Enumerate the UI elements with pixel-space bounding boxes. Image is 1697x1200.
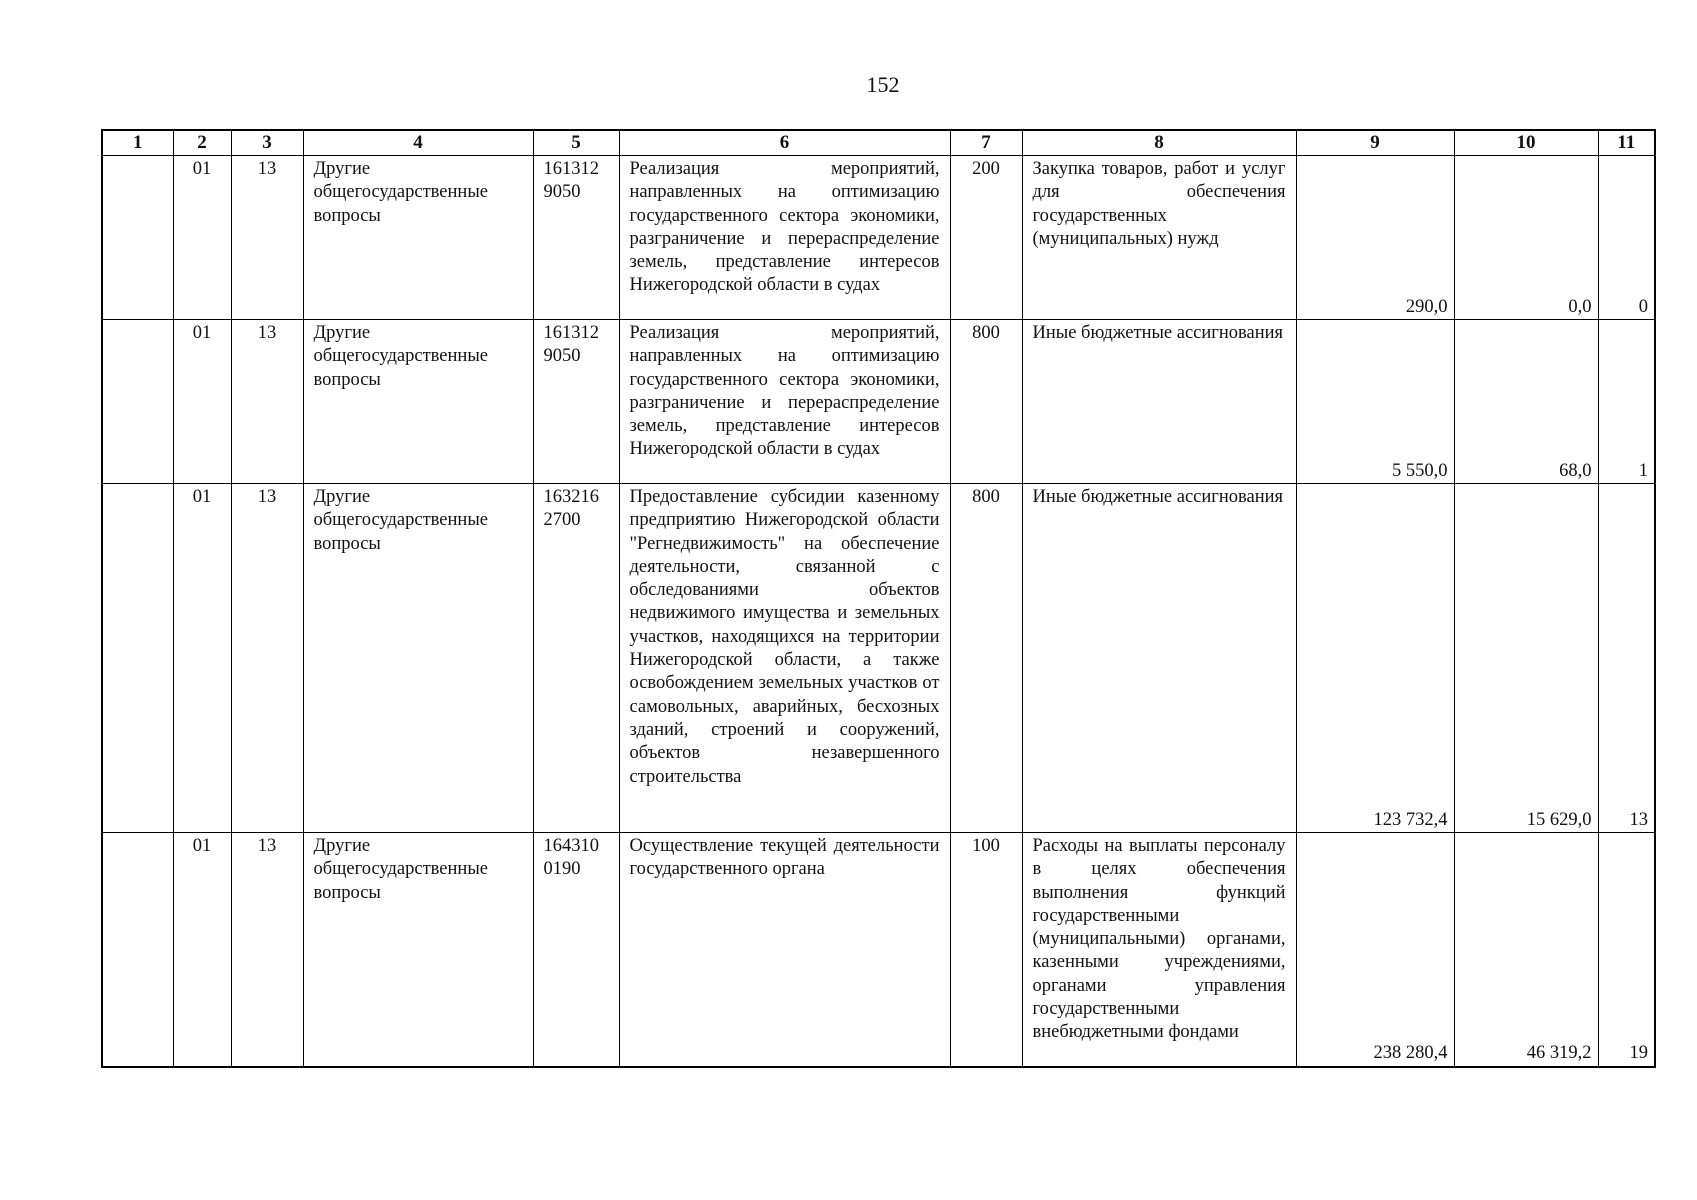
cell-subsection: 13: [231, 156, 303, 320]
cell-expense-type-code: 800: [950, 484, 1022, 833]
cell-expense-type-name: Расходы на выплаты персоналу в целях обеспечения выполнения функций государственными (муниципальными) органами, казенными учреждениями, органами управления государственными внебюджетными фондами: [1022, 833, 1296, 1067]
cell-expense-type-code: 800: [950, 320, 1022, 484]
cell-col1: [102, 156, 173, 320]
cell-amount-col10: 68,0: [1454, 320, 1598, 484]
target-code-part1: 164310: [543, 836, 599, 856]
col-header-10: 10: [1454, 130, 1598, 156]
cell-amount-col9: 5 550,0: [1296, 320, 1454, 484]
cell-amount-col11: 0: [1598, 156, 1655, 320]
cell-subsection: 13: [231, 484, 303, 833]
page-number: 152: [866, 72, 900, 97]
cell-amount-col11: 19: [1598, 833, 1655, 1067]
cell-target-code: [533, 484, 619, 833]
col-header-8: 8: [1022, 130, 1296, 156]
cell-col1: [102, 320, 173, 484]
cell-amount-col11: 1: [1598, 320, 1655, 484]
cell-target-code: [533, 833, 619, 1067]
cell-section: 01: [173, 484, 231, 833]
cell-target-code: [533, 156, 619, 320]
table-row: [102, 484, 1655, 833]
col-header-7: 7: [950, 130, 1022, 156]
target-code-part2: 9050: [543, 182, 581, 203]
cell-amount-col10: 15 629,0: [1454, 484, 1598, 833]
col-header-3: 3: [231, 130, 303, 156]
target-code-part2: 9050: [543, 346, 581, 367]
cell-expense-type-code: 200: [950, 156, 1022, 320]
target-code-part1: 161312: [543, 159, 599, 179]
cell-target-description: Предоставление субсидии казенному предприятию Нижегородской области "Регнедвижимость" на обеспечение деятельности, связанной с обследованиями объектов недвижимого имущества и земельных участков, находящихся на территории Нижегородской области, а также освобождением земельных участков от самовольных, аварийных, бесхозных зданий, строений и сооружений, объектов незавершенного строительства: [619, 484, 950, 833]
table-row: [102, 320, 1655, 484]
col-header-9: 9: [1296, 130, 1454, 156]
target-code-part1: 161312: [543, 323, 599, 343]
cell-col1: [102, 833, 173, 1067]
col-header-6: 6: [619, 130, 950, 156]
cell-expense-type-code: 100: [950, 833, 1022, 1067]
target-code-part1: 163216: [543, 487, 599, 507]
cell-section: 01: [173, 156, 231, 320]
cell-section: 01: [173, 833, 231, 1067]
col-header-11: 11: [1598, 130, 1655, 156]
col-header-5: 5: [533, 130, 619, 156]
cell-target-description: Реализация мероприятий, направленных на оптимизацию государственного сектора экономики, разграничение и перераспределение земель, представление интересов Нижегородской области в судах: [619, 320, 950, 484]
cell-amount-col9: 290,0: [1296, 156, 1454, 320]
cell-expense-type-name: Закупка товаров, работ и услуг для обеспечения государственных (муниципальных) нужд: [1022, 156, 1296, 320]
cell-amount-col11: 13: [1598, 484, 1655, 833]
col-header-1: 1: [102, 130, 173, 156]
cell-section: 01: [173, 320, 231, 484]
col-header-4: 4: [303, 130, 533, 156]
target-code-part2: 0190: [543, 859, 581, 880]
cell-target-description: Реализация мероприятий, направленных на оптимизацию государственного сектора экономики, разграничение и перераспределение земель, представление интересов Нижегородской области в судах: [619, 156, 950, 320]
cell-section-name: Другие общегосударственные вопросы: [303, 156, 533, 320]
cell-expense-type-name: Иные бюджетные ассигнования: [1022, 320, 1296, 484]
budget-table: [101, 129, 1656, 1068]
table-header-row: [102, 130, 1655, 156]
cell-subsection: 13: [231, 833, 303, 1067]
cell-target-code: [533, 320, 619, 484]
target-code-part2: 2700: [543, 510, 581, 531]
cell-expense-type-name: Иные бюджетные ассигнования: [1022, 484, 1296, 833]
cell-amount-col10: 0,0: [1454, 156, 1598, 320]
cell-amount-col9: 238 280,4: [1296, 833, 1454, 1067]
cell-subsection: 13: [231, 320, 303, 484]
cell-section-name: Другие общегосударственные вопросы: [303, 833, 533, 1067]
table-row: [102, 156, 1655, 320]
cell-col1: [102, 484, 173, 833]
cell-section-name: Другие общегосударственные вопросы: [303, 320, 533, 484]
cell-amount-col9: 123 732,4: [1296, 484, 1454, 833]
col-header-2: 2: [173, 130, 231, 156]
cell-target-description: Осуществление текущей деятельности государственного органа: [619, 833, 950, 1067]
cell-amount-col10: 46 319,2: [1454, 833, 1598, 1067]
table-row: [102, 833, 1655, 1067]
cell-section-name: Другие общегосударственные вопросы: [303, 484, 533, 833]
